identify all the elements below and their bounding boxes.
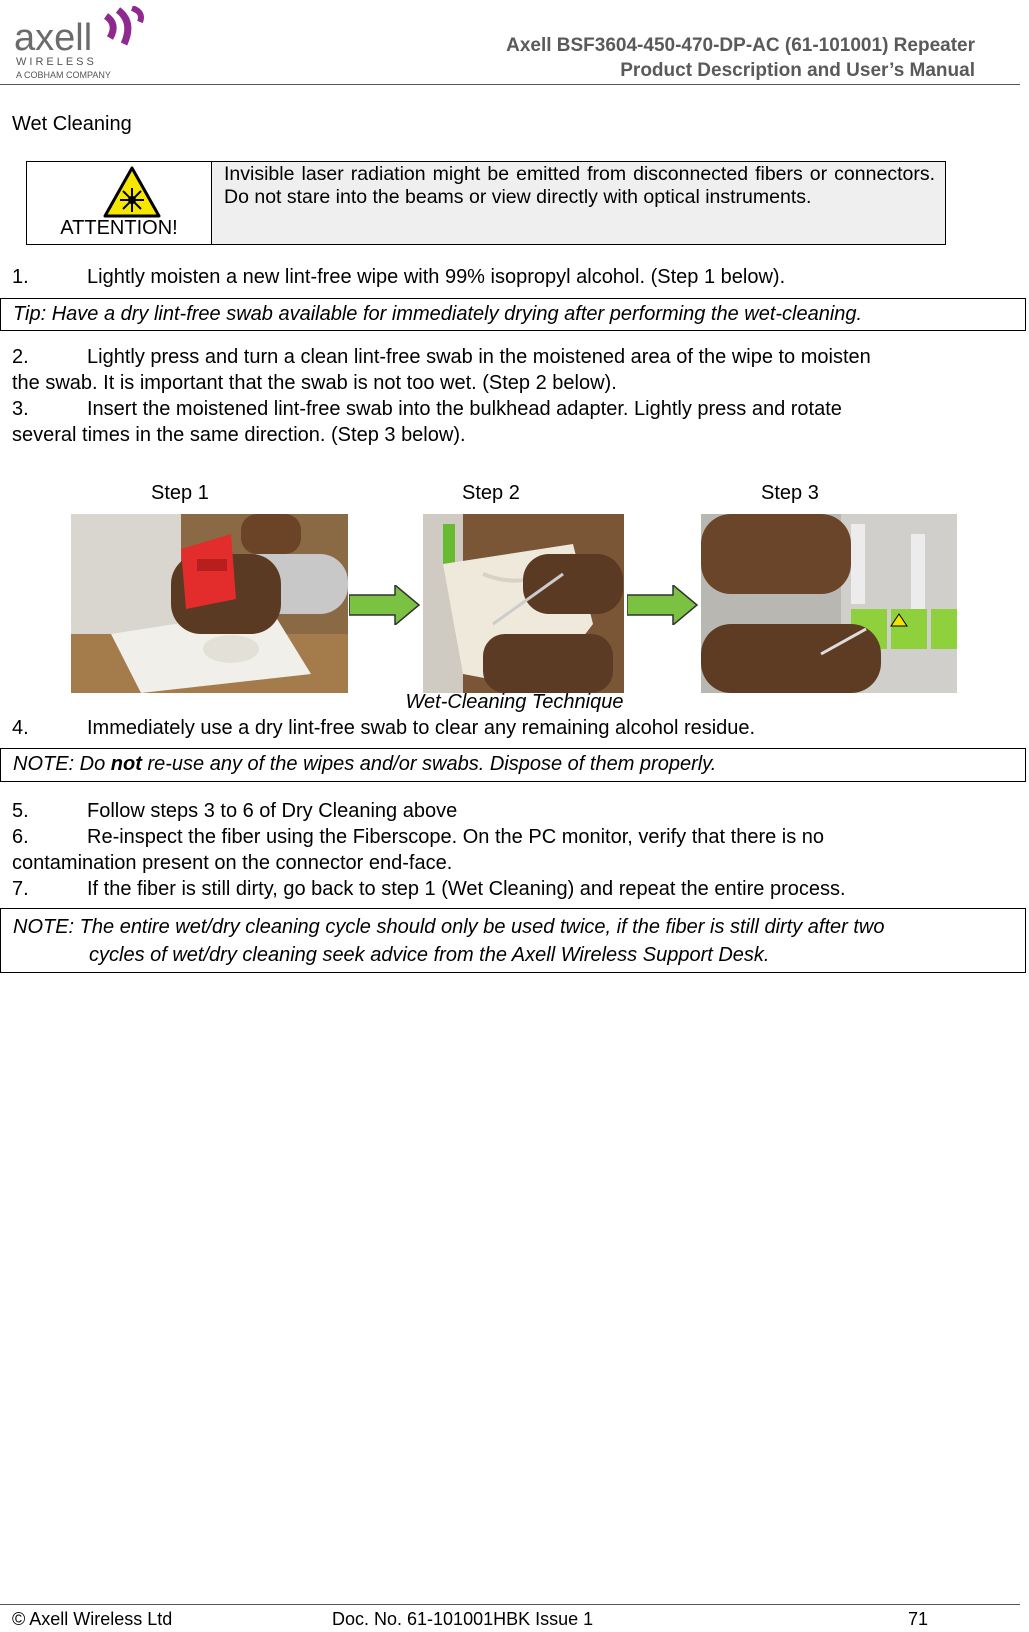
note-box-2 [0,908,1026,973]
step-text: If the fiber is still dirty, go back to step 1 (Wet Cleaning) and repeat the entire process. [87,878,846,900]
step-1 [12,264,785,290]
note-text: NOTE: Do [13,753,111,775]
arrow-right-icon [349,585,421,625]
step-number: 7. [12,878,29,900]
tip-text: Tip: Have a dry lint-free swab available for immediately drying after performing the wet-cleaning. [13,303,863,325]
step-number: 2. [12,346,29,368]
arrow-right-icon [627,585,699,625]
step-text-cont: contamination present on the connector end-face. [12,852,453,874]
attention-box [26,161,946,245]
step3-label: Step 3 [761,482,819,504]
header-title-line2: Product Description and User’s Manual [620,60,975,81]
step-5 [12,798,457,824]
step-4 [12,715,755,741]
step1-label: Step 1 [151,482,209,504]
axell-logo [14,6,154,82]
attention-cell [27,162,212,244]
note-text: re-use any of the wipes and/or swabs. Dispose of them properly. [141,753,717,775]
step-text-cont: the swab. It is important that the swab is not too wet. (Step 2 below). [12,372,617,394]
logo-word: axell [14,17,93,59]
note-emphasis: not [110,753,142,775]
logo-sub: WIRELESS [16,56,97,68]
step-text: Lightly press and turn a clean lint-free swab in the moistened area of the wipe to moisten [87,346,871,368]
logo-company: A COBHAM COMPANY [16,70,111,80]
step-text: Immediately use a dry lint-free swab to clear any remaining alcohol residue. [87,717,756,739]
note-text: NOTE: The entire wet/dry cleaning cycle should only be used twice, if the fiber is still dirty after two [13,916,885,938]
step3-photo [701,514,957,693]
section-title: Wet Cleaning [12,113,132,135]
footer-copyright: © Axell Wireless Ltd [12,1609,173,1629]
tip-box [0,298,1026,331]
step-7 [12,876,846,902]
step-number: 5. [12,800,29,822]
step-6 [12,824,824,876]
step-text: Follow steps 3 to 6 of Dry Cleaning above [87,800,458,822]
attention-text: Invisible laser radiation might be emitted from disconnected fibers or connectors. Do not stare into the beams or view directly with optical instruments. [212,162,945,244]
laser-warning-icon [103,166,161,218]
step1-photo [71,514,348,693]
step2-photo [423,514,624,693]
step-text: Re-inspect the fiber using the Fiberscope. On the PC monitor, verify that there is no [87,826,825,848]
step-number: 3. [12,398,29,420]
header-title-line1: Axell BSF3604-450-470-DP-AC (61-101001) Repeater [506,35,975,56]
step-3 [12,396,842,448]
step-number: 4. [12,717,29,739]
step2-label: Step 2 [462,482,520,504]
footer-doc-number: Doc. No. 61-101001HBK Issue 1 [332,1609,594,1629]
step-number: 6. [12,826,29,848]
step-2 [12,344,871,396]
step-text: Lightly moisten a new lint-free wipe with 99% isopropyl alcohol. (Step 1 below). [87,266,786,288]
footer-divider [0,1604,1020,1605]
step-text-cont: several times in the same direction. (Step 3 below). [12,424,466,446]
note-box [0,748,1026,782]
header-divider [0,84,1020,85]
step-text: Insert the moistened lint-free swab into the bulkhead adapter. Lightly press and rotate [87,398,842,420]
step-number: 1. [12,266,29,288]
note-text-cont: cycles of wet/dry cleaning seek advice from the Axell Wireless Support Desk. [89,944,770,966]
document-header-title [506,33,975,83]
attention-label: ATTENTION! [60,217,178,239]
figure-caption: Wet-Cleaning Technique [405,691,624,713]
footer-page-number: 71 [908,1609,929,1629]
